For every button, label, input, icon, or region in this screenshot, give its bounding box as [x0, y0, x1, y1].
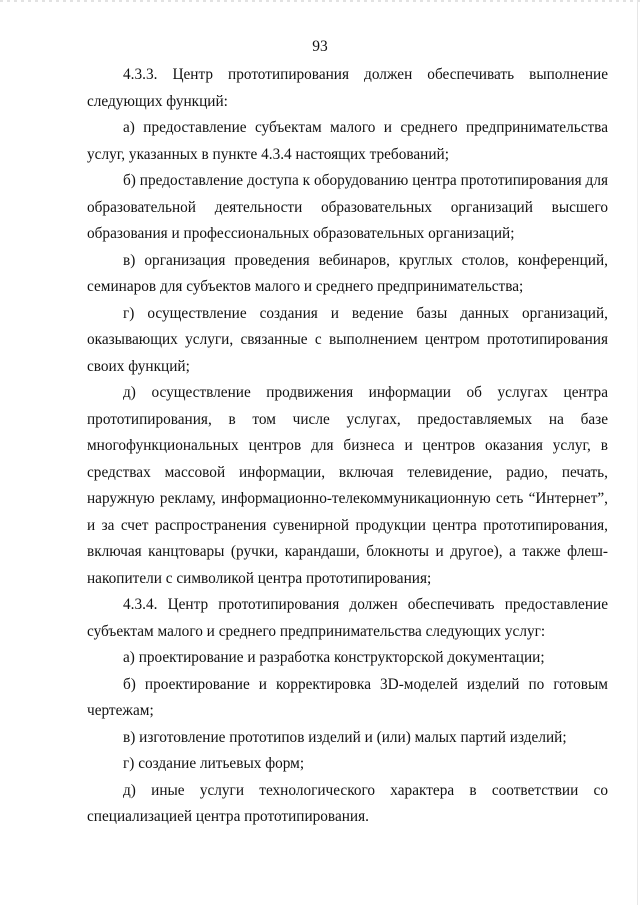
paragraph-4-3-4-d: д) иные услуги технологического характера в соответствии со специализацией центра прототипирования.	[87, 781, 608, 825]
paragraph-4-3-3-intro: 4.3.3. Центр прототипирования должен обеспечивать выполнение следующих функций:	[87, 66, 608, 110]
paragraph-4-3-4-g: г) создание литьевых форм;	[123, 755, 305, 772]
paragraph-4-3-3-a: а) предоставление субъектам малого и среднего предпринимательства услуг, указанных в пункте 4.3.4 настоящих требований;	[87, 119, 608, 163]
paragraph-4-3-3-d: д) осуществление продвижения информации об услугах центра прототипирования, в том числе услугах, предоставляемых на базе многофункциональных центров для бизнеса и центров оказания услуг, в средствах массовой информации, включая телевидение, радио, печать, наружную рекламу, информационно-телекоммуникационную сеть “Интернет”, и за счет распространения сувенирной продукции центра прототипирования, включая канцтовары (ручки, карандаши, блокноты и другое), а также флеш-накопители с символикой центра прототипирования;	[87, 384, 608, 587]
paragraph-4-3-4-intro: 4.3.4. Центр прототипирования должен обеспечивать предоставление субъектам малого и среднего предпринимательства следующих услуг:	[87, 596, 608, 640]
scan-artifact-top	[0, 0, 640, 2]
paragraph-4-3-3-b: б) предоставление доступа к оборудованию центра прототипирования для образовательной деятельности образовательных организаций высшего образования и профессиональных образовательных организаций;	[87, 172, 608, 242]
scan-artifact-edge	[637, 0, 638, 905]
paragraph-4-3-4-v: в) изготовление прототипов изделий и (или) малых партий изделий;	[123, 728, 567, 746]
page-number: 93	[312, 38, 328, 55]
paragraph-4-3-3-v: в) организация проведения вебинаров, круглых столов, конференций, семинаров для субъектов малого и среднего предпринимательства;	[87, 251, 608, 295]
paragraph-4-3-4-b: б) проектирование и корректировка 3D-моделей изделий по готовым чертежам;	[87, 675, 608, 719]
document-body	[87, 62, 608, 831]
paragraph-4-3-4-a: а) проектирование и разработка конструкторской документации;	[123, 649, 545, 666]
paragraph-4-3-3-g: г) осуществление создания и ведение базы данных организаций, оказывающих услуги, связанные с выполнением центром прототипирования своих функций;	[87, 304, 608, 375]
